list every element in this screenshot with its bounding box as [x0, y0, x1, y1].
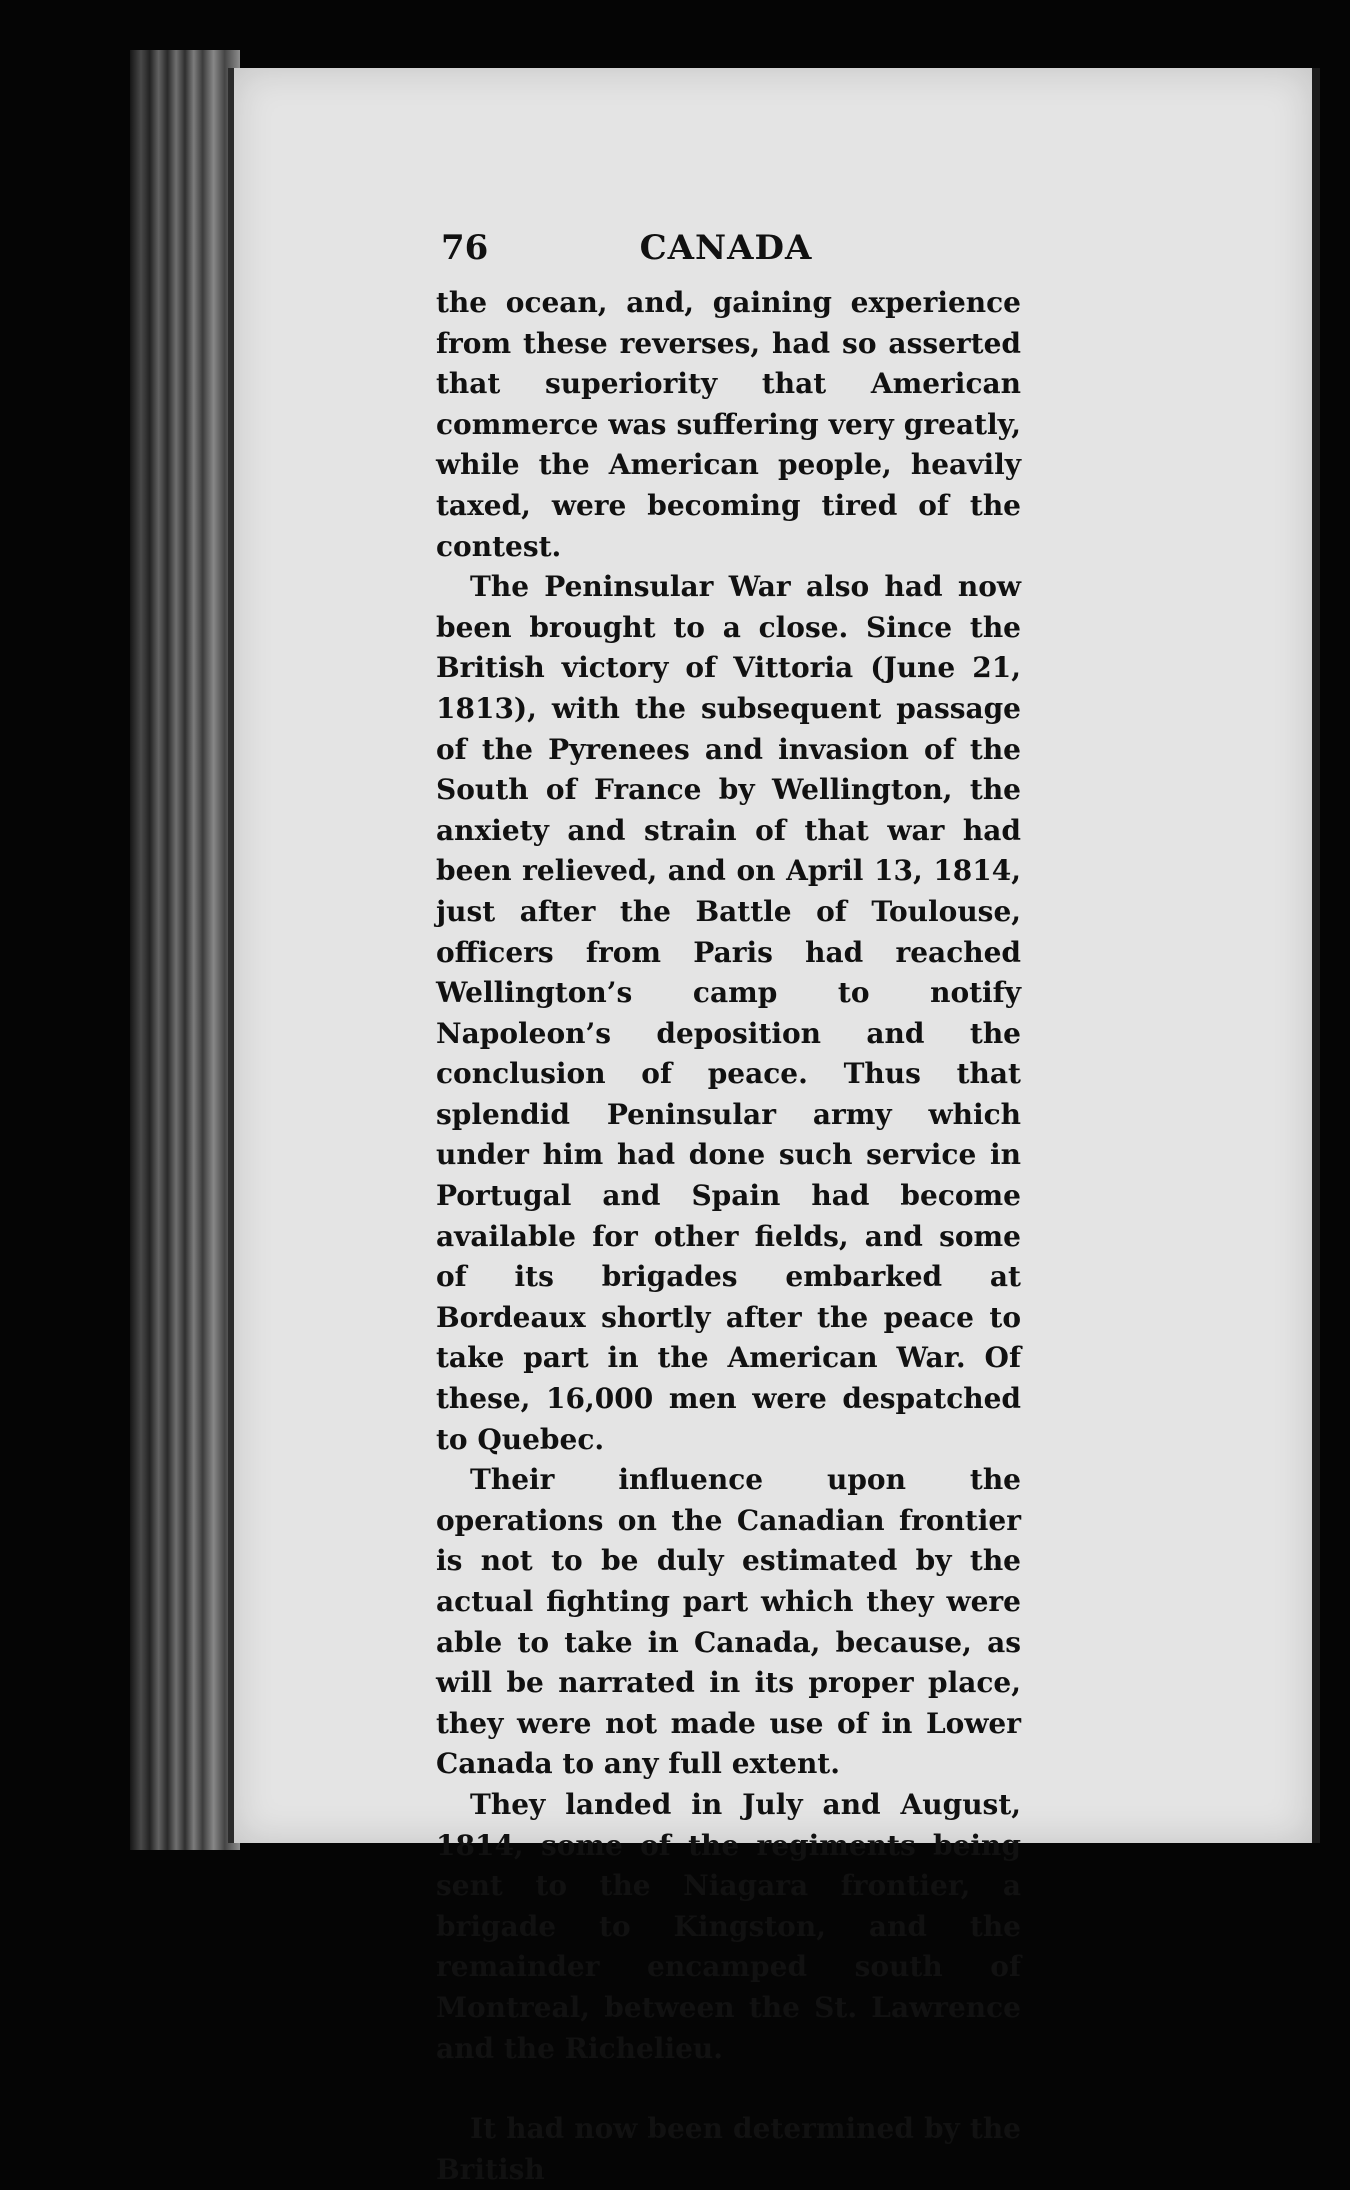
book-page	[228, 68, 1320, 2186]
paragraph-4: They landed in July and August, 1814, some of the regiments being sent to the Niagara frontier, a brigade to Kingston, and the remainder encamped south of Montreal, between the St. Lawrence and the Richelieu.	[436, 1787, 1021, 2065]
paragraph-5: It had now been determined by the British	[436, 2112, 1021, 2186]
page-number: 76	[441, 228, 489, 268]
book-page-edges	[130, 50, 240, 1850]
running-head: CANADA	[639, 228, 813, 268]
paragraph-1: the ocean, and, gaining experience from these reverses, had so asserted that superiority that American commerce was suffering very greatly, while the American people, heavily taxed, were becoming tired of the contest.	[436, 286, 1021, 563]
paragraph-3: Their influence upon the operations on the Canadian frontier is not to be duly estimated by the actual fighting part which they were able to take in Canada, because, as will be narrated in its proper place, they were not made use of in Lower Canada to any full extent.	[436, 1463, 1021, 1781]
page-header	[441, 218, 1011, 278]
page-body	[436, 283, 1021, 2190]
paragraph-2: The Peninsular War also had now been brought to a close. Since the British victory of Vittoria (June 21, 1813), with the subsequent passage of the Pyrenees and invasion of the South of France by Wellington, the anxiety and strain of that war had been relieved, and on April 13, 1814, just after the Battle of Toulouse, officers from Paris had reached Wellington’s camp to notify Napoleon’s deposition and the conclusion of peace. Thus that splendid Peninsular army which under him had done such service in Portugal and Spain had become available for other fields, and some of its brigades embarked at Bordeaux shortly after the peace to take part in the American War. Of these, 16,000 men were despatched to Quebec.	[436, 570, 1021, 1456]
